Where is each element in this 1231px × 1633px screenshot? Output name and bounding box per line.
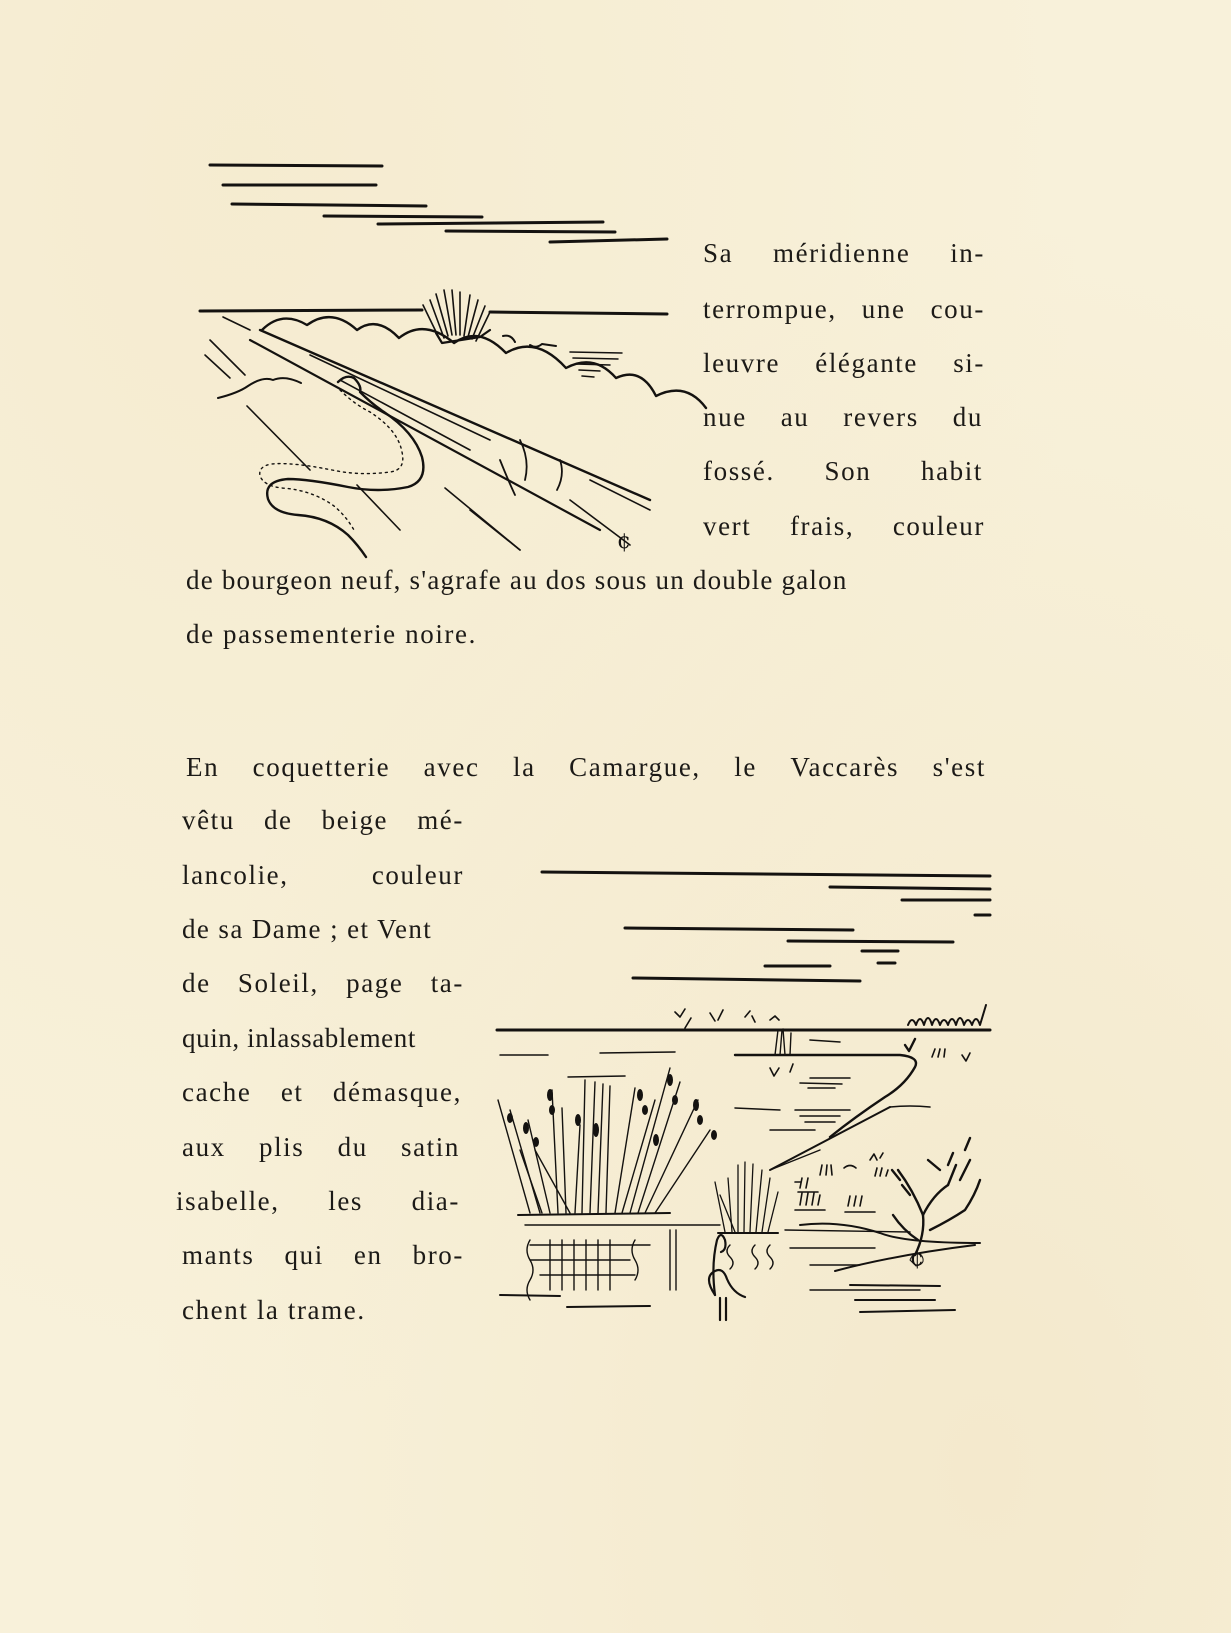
word: couleur: [371, 860, 464, 890]
word: Soleil,: [237, 968, 319, 998]
word: qui: [284, 1240, 324, 1270]
word: le: [734, 752, 757, 782]
word: Sa: [703, 238, 734, 268]
lagoon-illustration: [470, 820, 990, 1320]
word: terrompue,: [703, 294, 837, 324]
word: du: [952, 402, 983, 432]
word: En: [186, 752, 220, 782]
word: cou-: [930, 294, 985, 324]
text-line: [176, 1188, 460, 1215]
text-line: [182, 1079, 462, 1106]
text-line: [182, 807, 464, 834]
word: habit: [920, 456, 983, 486]
word: vêtu: [182, 805, 235, 835]
text-line: [182, 1134, 460, 1161]
word: leuvre: [703, 348, 781, 378]
word: page: [346, 968, 404, 998]
word: de: [182, 968, 211, 998]
word: élégante: [815, 348, 918, 378]
word: Son: [824, 456, 872, 486]
word: avec: [423, 752, 480, 782]
word: aux: [182, 1132, 226, 1162]
word: les: [328, 1186, 364, 1216]
text-line: quin, inlassablement: [182, 1023, 416, 1053]
word: vert: [703, 511, 752, 541]
text-line: [186, 754, 986, 781]
text-line: de passementerie noire.: [186, 619, 477, 649]
text-line: [703, 240, 985, 267]
word: couleur: [892, 511, 985, 541]
text-line: [182, 1242, 464, 1269]
word: bro-: [412, 1240, 464, 1270]
word: méridienne: [772, 238, 911, 268]
word: Camargue,: [569, 752, 701, 782]
word: nue: [703, 402, 747, 432]
word: fossé.: [703, 456, 775, 486]
word: une: [861, 294, 906, 324]
word: en: [353, 1240, 383, 1270]
word: in-: [950, 238, 985, 268]
word: de: [263, 805, 293, 835]
word: isabelle,: [176, 1186, 280, 1216]
word: s'est: [932, 752, 986, 782]
word: du: [337, 1132, 368, 1162]
word: plis: [258, 1132, 305, 1162]
word: lancolie,: [182, 860, 289, 890]
text-line: de bourgeon neuf, s'agrafe au dos sous un double galon: [186, 565, 848, 595]
word: Vaccarès: [790, 752, 900, 782]
text-line: [182, 970, 464, 997]
word: si-: [953, 348, 985, 378]
text-line: chent la trame.: [182, 1295, 366, 1325]
word: mants: [182, 1240, 255, 1270]
text-line: [182, 862, 464, 889]
word: et: [280, 1077, 304, 1107]
monogram-signature: ¢: [617, 529, 631, 554]
word: coquetterie: [252, 752, 391, 782]
text-line: [703, 458, 983, 485]
word: dia-: [411, 1186, 460, 1216]
text-line: [703, 296, 985, 323]
word: démasque,: [332, 1077, 462, 1107]
word: cache: [182, 1077, 252, 1107]
monogram-signature: ¢: [910, 1246, 924, 1271]
word: au: [780, 402, 810, 432]
word: beige: [321, 805, 389, 835]
text-line: de sa Dame ; et Vent: [182, 914, 433, 944]
word: frais,: [789, 511, 855, 541]
word: ta-: [430, 968, 464, 998]
word: satin: [400, 1132, 460, 1162]
text-line: [703, 513, 985, 540]
word: mé-: [417, 805, 464, 835]
text-line: [703, 404, 983, 431]
word: revers: [843, 402, 919, 432]
word: la: [513, 752, 536, 782]
text-line: [703, 350, 985, 377]
snake-illustration: [190, 140, 670, 560]
